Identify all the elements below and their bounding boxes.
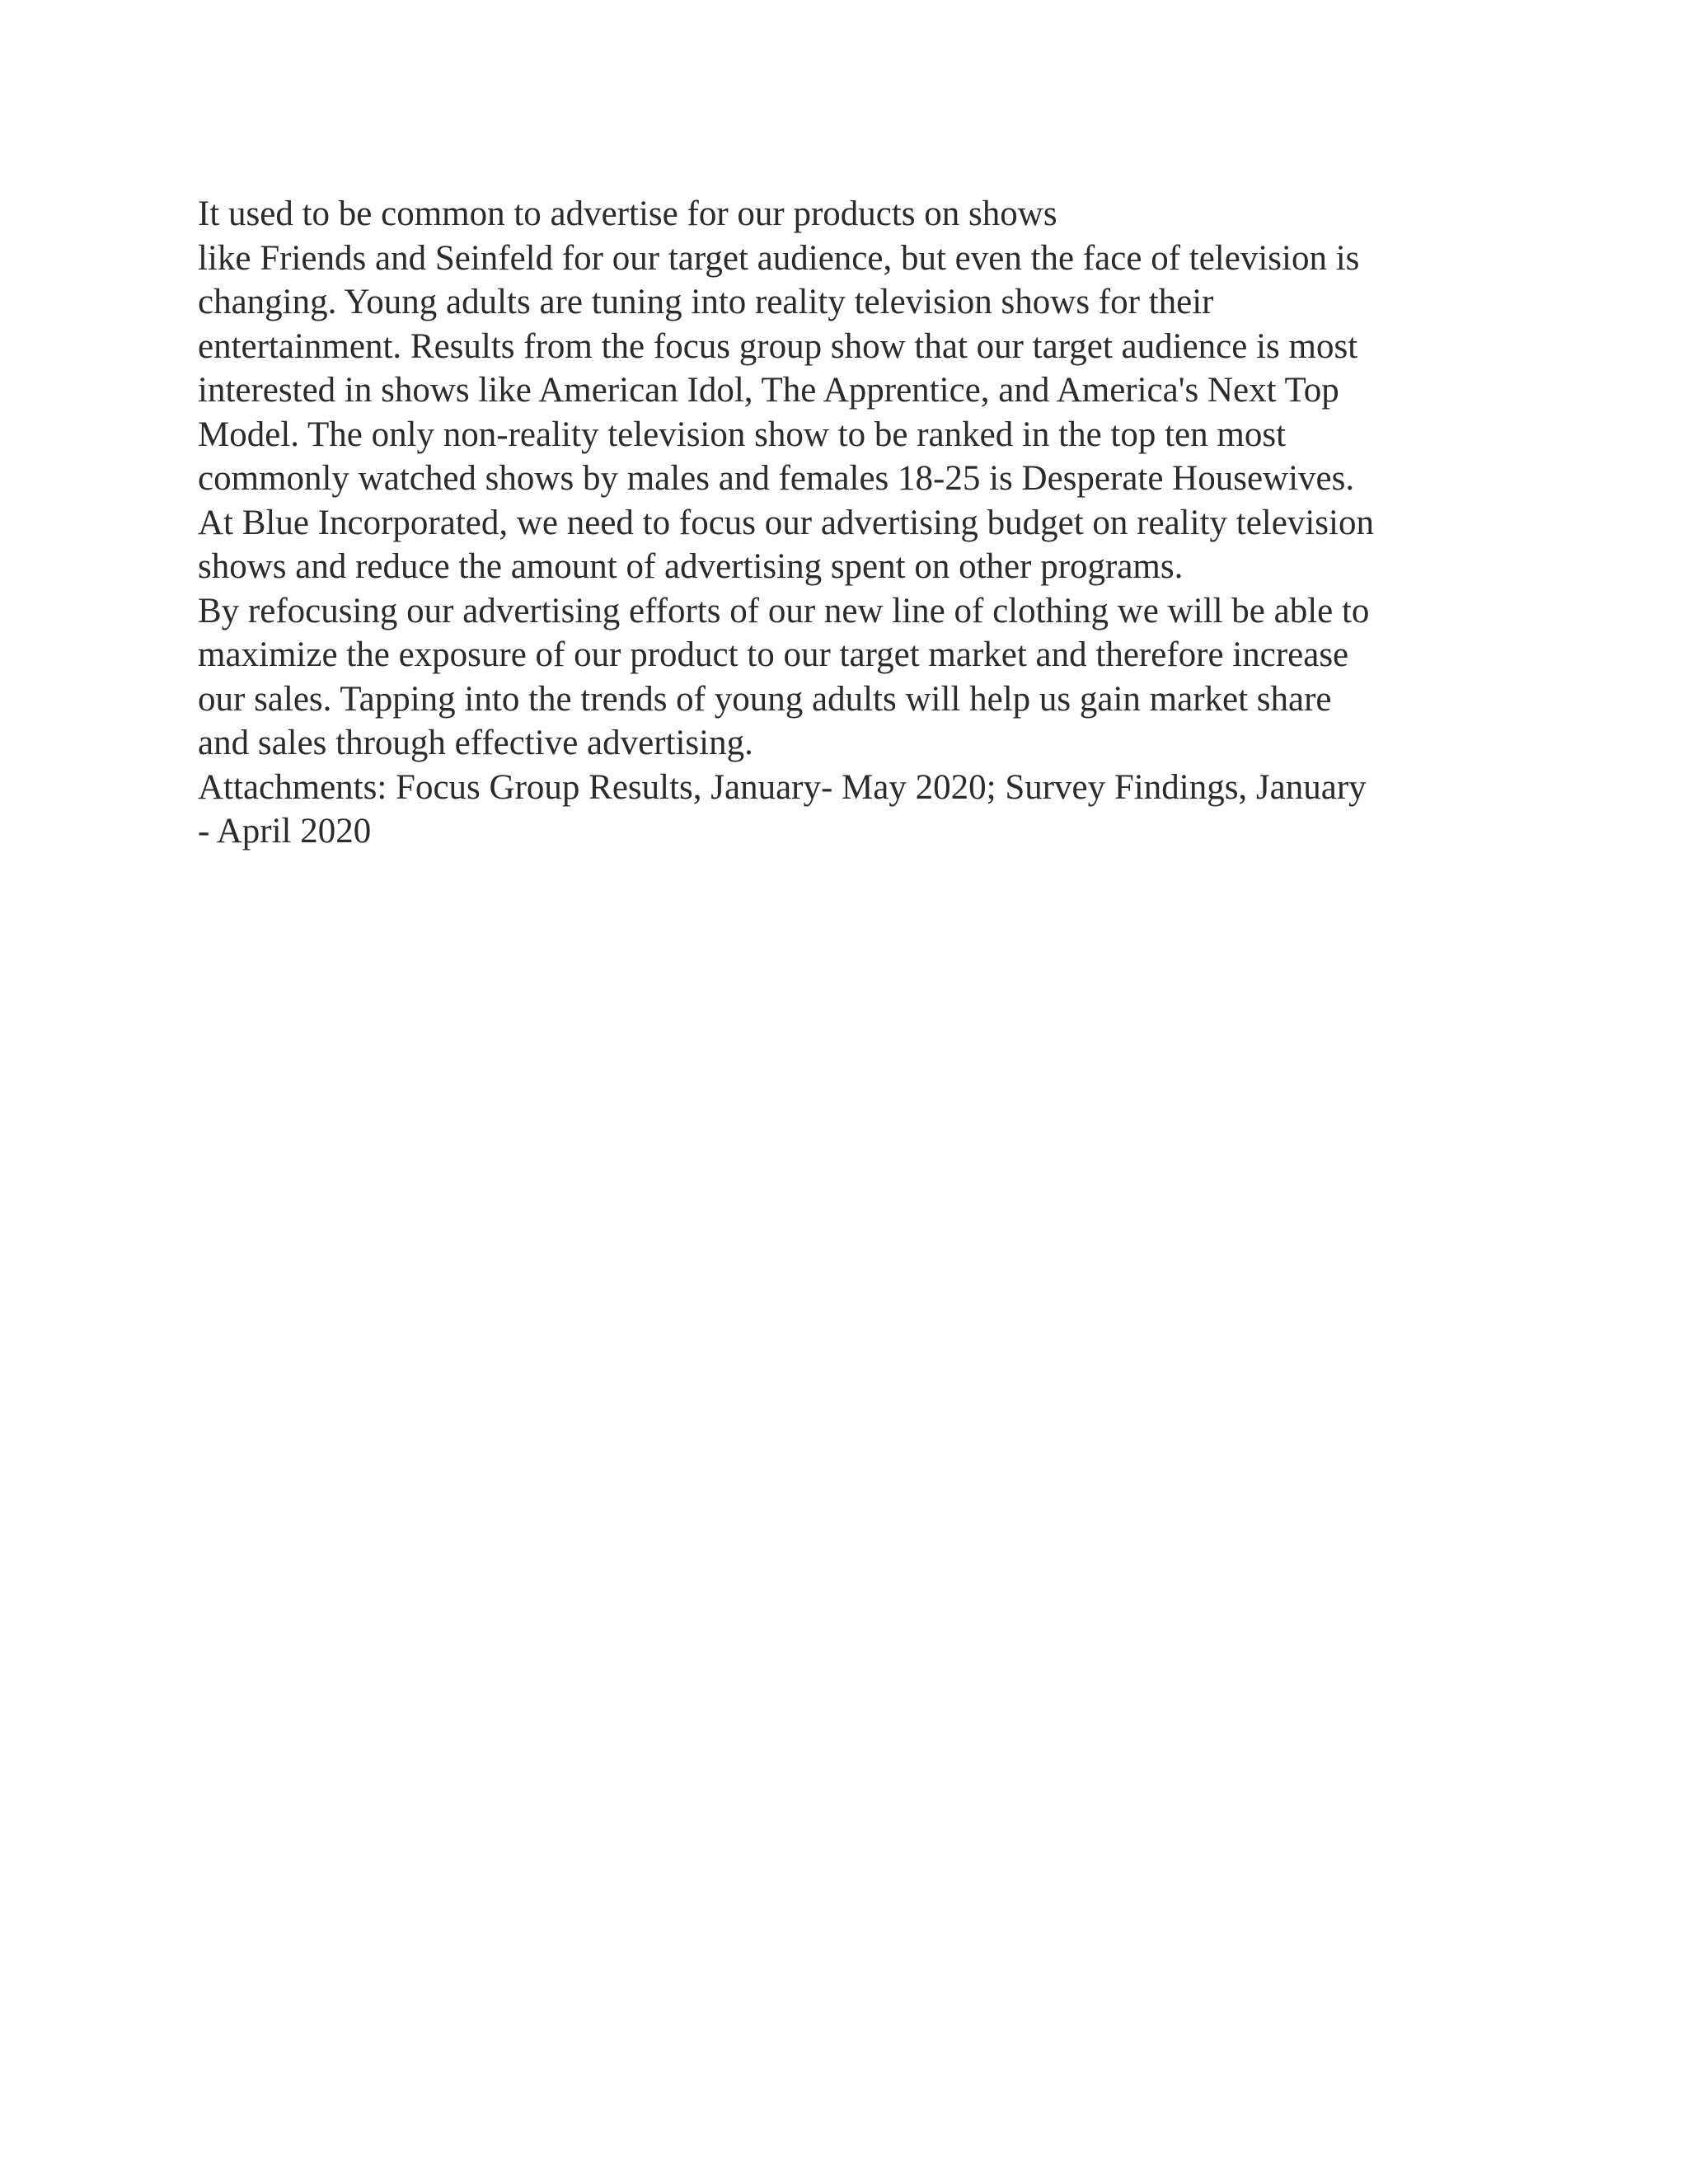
attachments-line: - April 2020 bbox=[198, 812, 372, 851]
text-line: By refocusing our advertising efforts of our new line of clothing we will be able to bbox=[198, 591, 1370, 630]
text-line: At Blue Incorporated, we need to focus our advertising budget on reality television bbox=[198, 503, 1374, 542]
text-line: and sales through effective advertising. bbox=[198, 724, 753, 762]
text-line: entertainment. Results from the focus group show that our target audience is most bbox=[198, 326, 1358, 366]
text-line: changing. Young adults are tuning into reality television shows for their bbox=[198, 283, 1214, 321]
text-line: maximize the exposure of our product to our target market and therefore increase bbox=[198, 635, 1349, 674]
text-line: our sales. Tapping into the trends of young adults will help us gain market share bbox=[198, 679, 1332, 719]
text-line: Model. The only non-reality television show to be ranked in the top ten most bbox=[198, 415, 1287, 454]
body-text bbox=[198, 192, 1517, 854]
text-line: like Friends and Seinfeld for our target audience, but even the face of television is bbox=[198, 238, 1360, 278]
attachments-line: Attachments: Focus Group Results, January- May 2020; Survey Findings, January bbox=[198, 767, 1367, 807]
text-line: interested in shows like American Idol, The Apprentice, and America's Next Top bbox=[198, 371, 1339, 410]
text-line: commonly watched shows by males and females 18-25 is Desperate Housewives. bbox=[198, 459, 1355, 498]
text-line: It used to be common to advertise for our products on shows bbox=[198, 194, 1057, 233]
text-line: shows and reduce the amount of advertising spent on other programs. bbox=[198, 547, 1184, 586]
